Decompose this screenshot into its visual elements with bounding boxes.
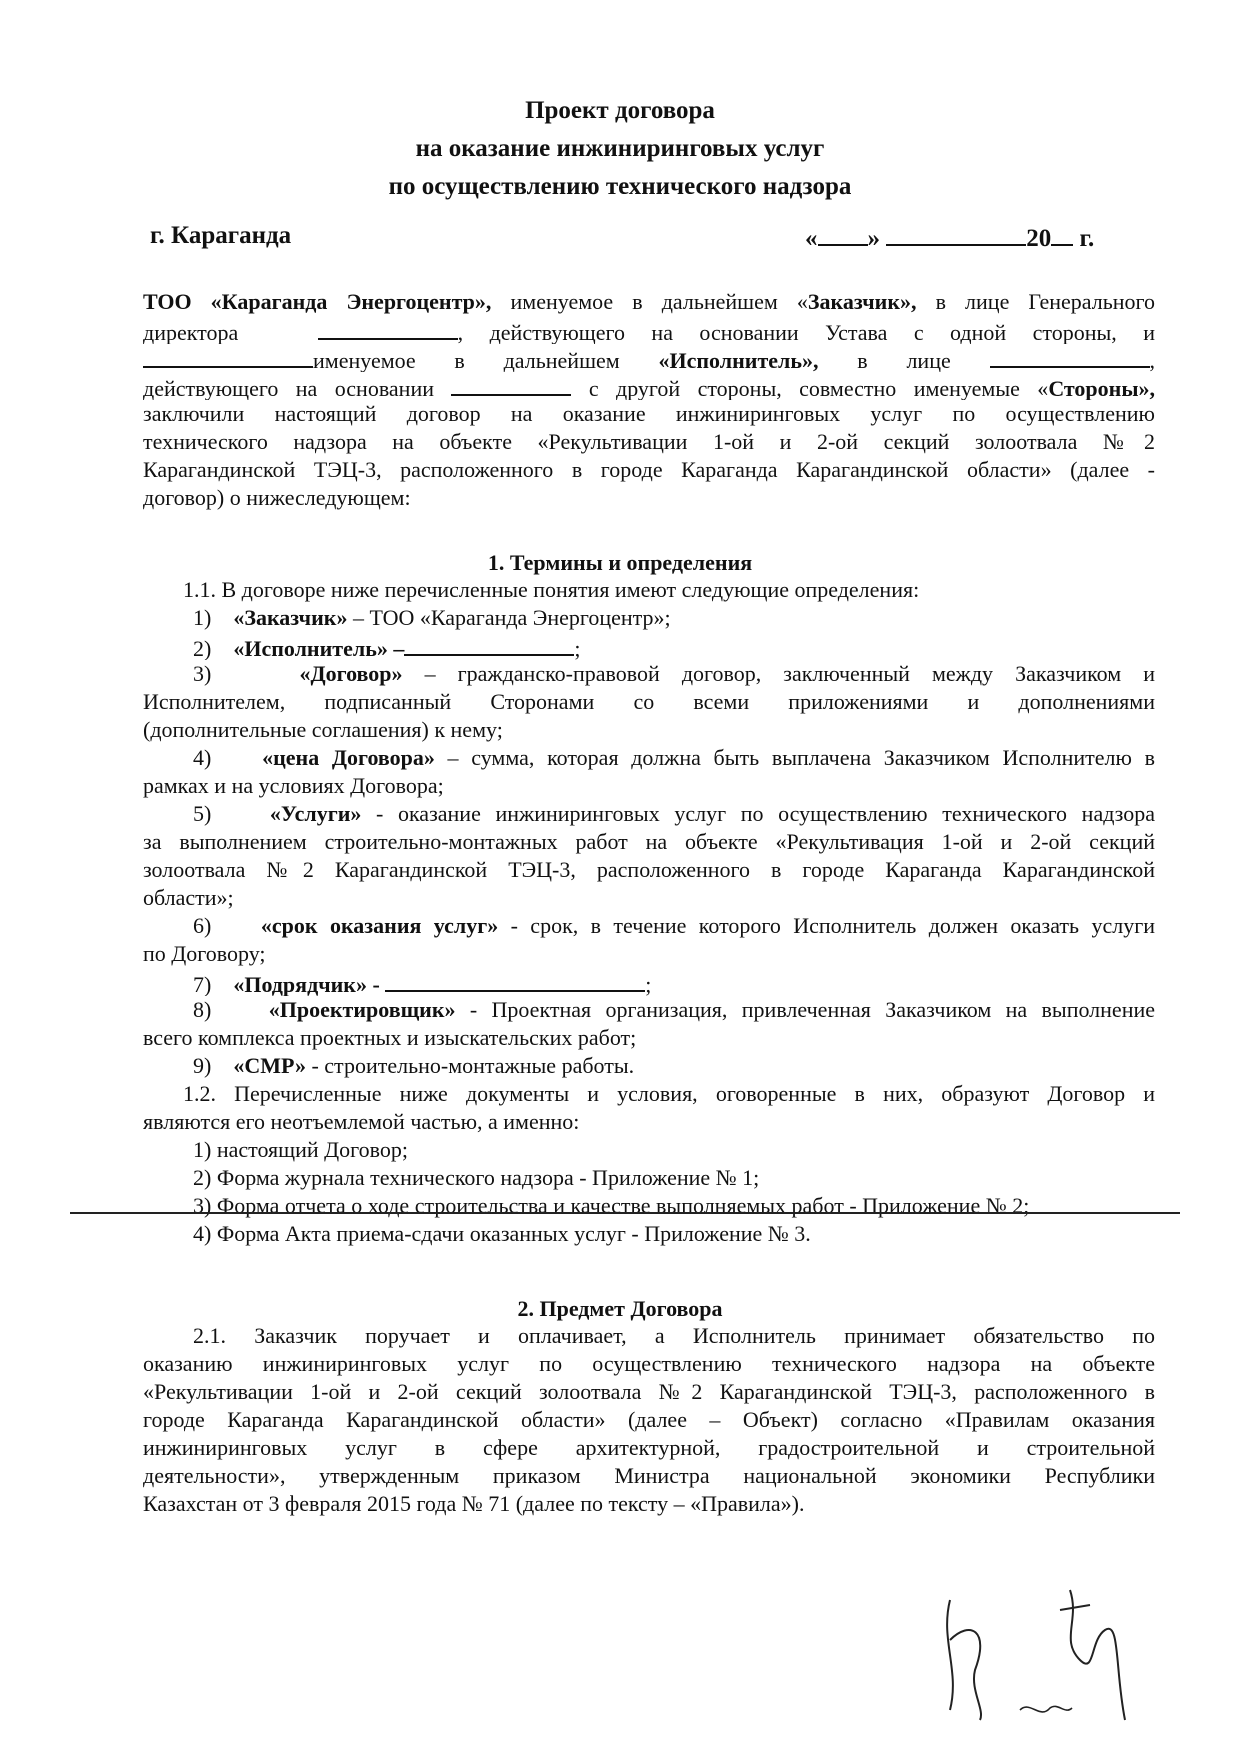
item-number: 2) xyxy=(193,636,212,660)
definition-line: рамках и на условиях Договора; xyxy=(143,773,444,798)
definition-item xyxy=(143,800,1155,828)
term: «срок оказания услуг» xyxy=(260,913,499,938)
clause-1-2-line: являются его неотъемлемой частью, а именно: xyxy=(143,1109,580,1134)
preamble-line xyxy=(143,372,1155,400)
term: «Договор» xyxy=(299,661,403,686)
preamble-text: именуемое в дальнейшем xyxy=(313,348,620,372)
preamble-line: Карагандинской ТЭЦ-3, расположенного в городе Караганда Карагандинской области» (далее - xyxy=(143,457,1155,482)
preamble-line: договор) о нижеследующем: xyxy=(143,485,411,510)
director-blank xyxy=(318,316,458,340)
month-blank xyxy=(886,222,1026,246)
date-year: 20 xyxy=(1026,225,1052,252)
term: «Проектировщик» xyxy=(268,997,456,1022)
definition-item xyxy=(143,996,1155,1024)
item-number: 8) xyxy=(193,997,212,1022)
preamble-text: , xyxy=(1149,348,1155,372)
section-1 xyxy=(143,576,1155,1248)
preamble-text: именуемое в дальнейшем « xyxy=(491,289,808,314)
item-number: 7) xyxy=(193,972,212,996)
item-number: 5) xyxy=(193,801,212,826)
definition-text: - оказание инжиниринговых услуг по осуществлению технического надзора xyxy=(361,801,1155,826)
handwritten-signature xyxy=(930,1580,1170,1730)
definition-text: - Проектная организация, привлеченная Заказчиком на выполнение xyxy=(455,997,1155,1022)
day-blank xyxy=(818,222,868,246)
definition-item xyxy=(143,660,1155,688)
definition-line: золоотвала №2 Карагандинской ТЭЦ-3, расположенного в городе Караганда Карагандинской xyxy=(143,857,1155,882)
term: «СМР» xyxy=(233,1053,306,1078)
term: «цена Договора» xyxy=(262,745,435,770)
date-quote-open: « xyxy=(805,225,818,252)
definition-item xyxy=(143,912,1155,940)
clause-2-1-line: оказанию инжиниринговых услуг по осуществлению технического надзора на объекте xyxy=(143,1351,1155,1376)
section-2-heading: 2. Предмет Договора xyxy=(517,1296,723,1321)
definition-item xyxy=(143,968,1155,996)
company-name: ТОО «Караганда Энергоцентр», xyxy=(143,289,492,314)
basis-blank xyxy=(451,372,571,396)
preamble-text: в лице xyxy=(857,348,951,372)
contractor-rep-blank xyxy=(990,344,1150,368)
preamble-line xyxy=(143,344,1155,372)
section-2 xyxy=(143,1322,1155,1518)
definition-item xyxy=(143,744,1155,772)
term: «Услуги» xyxy=(269,801,362,826)
clause-2-1-line: 2.1. Заказчик поручает и оплачивает, а Исполнитель принимает обязательство по xyxy=(193,1323,1155,1348)
scan-artifact-line xyxy=(70,1212,1180,1214)
title-line-1: Проект договора xyxy=(525,97,715,124)
contract-date xyxy=(805,222,1094,253)
subcontractor-blank xyxy=(385,968,645,992)
preamble-line xyxy=(143,288,1155,316)
title-line-2: на оказание инжиниринговых услуг xyxy=(415,135,825,162)
definition-item xyxy=(143,604,1155,632)
preamble-text: с другой стороны, совместно именуемые « xyxy=(588,376,1049,400)
definition-text: - строительно-монтажные работы. xyxy=(305,1053,635,1078)
date-suffix: г. xyxy=(1079,225,1095,252)
definition-item xyxy=(143,1052,1155,1080)
contractor-name-blank xyxy=(143,344,313,368)
year-blank xyxy=(1051,222,1073,246)
document-list-item: 1) настоящий Договор; xyxy=(193,1137,408,1162)
preamble-line: технического надзора на объекте «Рекультивации 1-ой и 2-ой секций золоотвала №2 xyxy=(143,429,1155,454)
definition-text: – ТОО «Караганда Энергоцентр»; xyxy=(347,605,671,630)
definition-text: - срок, в течение которого Исполнитель должен оказать услуги xyxy=(498,913,1155,938)
item-number: 1) xyxy=(193,605,212,630)
preamble-line xyxy=(143,316,1155,344)
section-1-heading: 1. Термины и определения xyxy=(487,550,753,575)
contract-city: г. Караганда xyxy=(150,222,292,249)
contractor-blank xyxy=(404,632,574,656)
definition-line: всего комплекса проектных и изыскательских работ; xyxy=(143,1025,637,1050)
parties-term: Стороны», xyxy=(1048,376,1155,400)
clause-2-1-line: инжиниринговых услуг в сфере архитектурной, градостроительной и строительной xyxy=(143,1435,1155,1460)
definition-text: – сумма, которая должна быть выплачена Заказчиком Исполнителю в xyxy=(434,745,1155,770)
date-quote-close: » xyxy=(867,225,880,252)
term: «Исполнитель» – xyxy=(233,636,405,660)
item-number: 9) xyxy=(193,1053,212,1078)
definition-line: Исполнителем, подписанный Сторонами со всеми приложениями и дополнениями xyxy=(143,689,1155,714)
definition-text: – гражданско-правовой договор, заключенный между Заказчиком и xyxy=(424,661,1155,686)
item-number: 3) xyxy=(193,661,212,686)
preamble-text: действующего на основании xyxy=(143,376,434,400)
contractor-term: «Исполнитель», xyxy=(658,348,819,372)
title-line-3: по осуществлению технического надзора xyxy=(388,173,852,200)
definition-item xyxy=(143,632,1155,660)
definition-line: (дополнительные соглашения) к нему; xyxy=(143,717,503,742)
preamble-text: , действующего на основании Устава с одной стороны, и xyxy=(457,320,1155,344)
definition-text: ; xyxy=(645,972,652,996)
preamble xyxy=(143,288,1155,512)
definition-text: ; xyxy=(574,636,581,660)
clause-2-1-line: деятельности», утвержденным приказом Министра национальной экономики Республики xyxy=(143,1463,1155,1488)
clause-2-1-line: «Рекультивации 1-ой и 2-ой секций золоотвала №2 Карагандинской ТЭЦ-3, расположенного в xyxy=(143,1379,1155,1404)
clause-1-2: 1.2. Перечисленные ниже документы и условия, оговоренные в них, образуют Договор и xyxy=(183,1081,1155,1106)
definition-line: области»; xyxy=(143,885,234,910)
preamble-line: заключили настоящий договор на оказание инжиниринговых услуг по осуществлению xyxy=(143,401,1155,426)
definition-line: за выполнением строительно-монтажных работ на объекте «Рекультивация 1-ой и 2-ой секций xyxy=(143,829,1155,854)
preamble-text: директора xyxy=(143,320,239,344)
item-number: 6) xyxy=(193,913,212,938)
term: «Заказчик» xyxy=(233,605,348,630)
clause-1-1: 1.1. В договоре ниже перечисленные понятия имеют следующие определения: xyxy=(183,577,920,602)
document-list-item: 3) Форма отчета о ходе строительства и качестве выполняемых работ - Приложение № 2; xyxy=(193,1193,1030,1218)
document-list-item: 4) Форма Акта приема-сдачи оказанных услуг - Приложение № 3. xyxy=(193,1221,811,1246)
term: «Подрядчик» - xyxy=(233,972,380,996)
document-list-item: 2) Форма журнала технического надзора - Приложение № 1; xyxy=(193,1165,760,1190)
item-number: 4) xyxy=(193,745,212,770)
clause-2-1-line: Казахстан от 3 февраля 2015 года № 71 (далее по тексту – «Правила»). xyxy=(143,1491,805,1516)
clause-2-1-line: городе Караганда Карагандинской области» (далее – Объект) согласно «Правилам оказания xyxy=(143,1407,1155,1432)
definition-line: по Договору; xyxy=(143,941,266,966)
customer-term: Заказчик», xyxy=(807,289,917,314)
preamble-text: в лице Генерального xyxy=(916,289,1155,314)
